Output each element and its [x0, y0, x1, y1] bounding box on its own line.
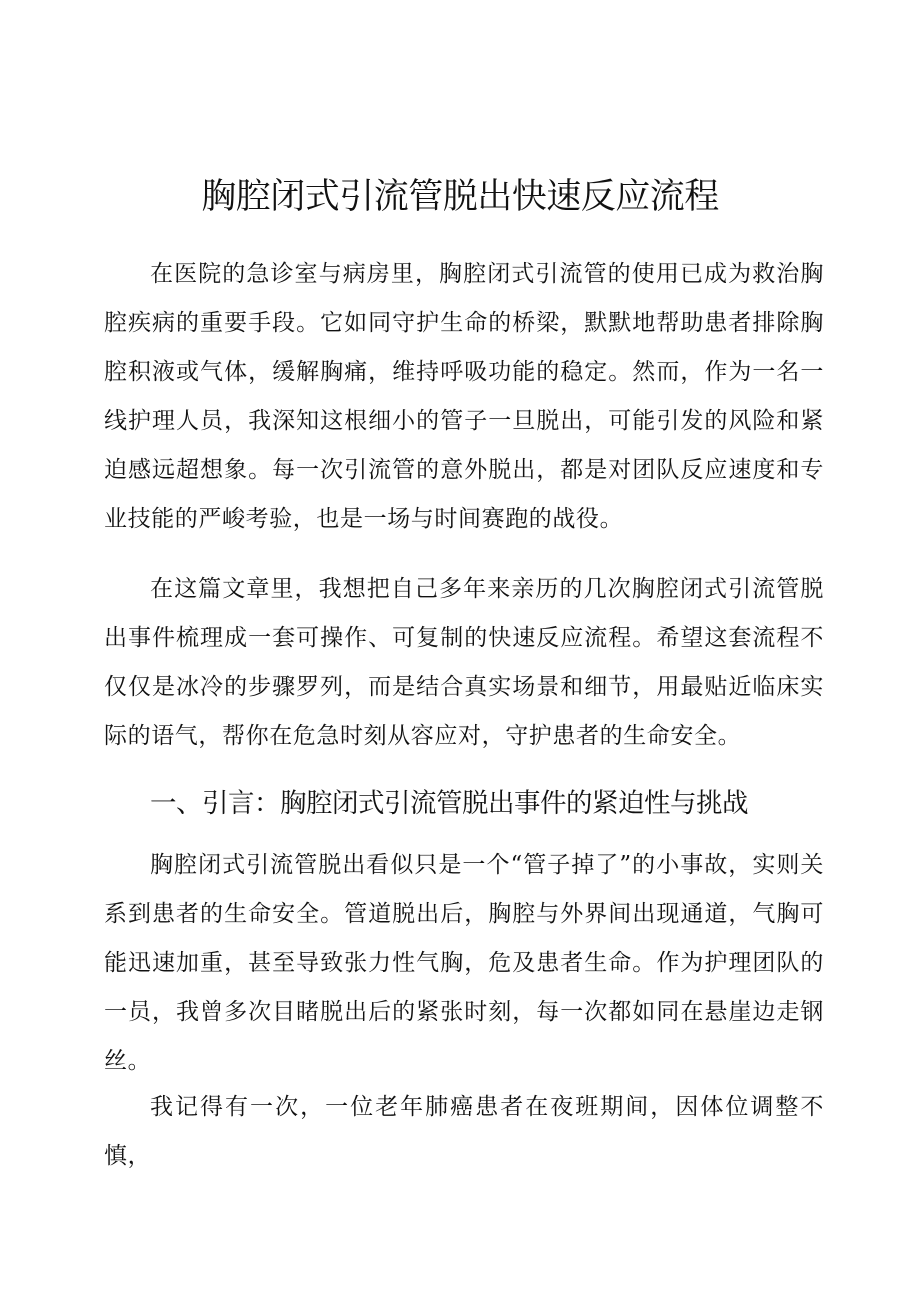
document-title: 胸腔闭式引流管脱出快速反应流程 — [201, 177, 719, 217]
section-heading: 一、引言：胸腔闭式引流管脱出事件的紧迫性与挑战 — [150, 788, 748, 819]
intro-paragraph-1: 在医院的急诊室与病房里，胸腔闭式引流管的使用已成为救治胸腔疾病的重要手段。它如同守护生命的桥梁，默默地帮助患者排除胸腔积液或气体，缓解胸痛，维持呼吸功能的稳定。然而，作为一名一线护理人员，我深知这根细小的管子一旦脱出，可能引发的风险和紧迫感远超想象。每一次引流管的意外脱出，都是对团队反应速度和专业技能的严峻考验，也是一场与时间赛跑的战役。 — [104, 261, 824, 532]
intro-paragraph-2: 在这篇文章里，我想把自己多年来亲历的几次胸腔闭式引流管脱出事件梳理成一套可操作、可复制的快速反应流程。希望这套流程不仅仅是冰冷的步骤罗列，而是结合真实场景和细节，用最贴近临床实际的语气，帮你在危急时刻从容应对，守护患者的生命安全。 — [104, 576, 824, 749]
section-paragraph-2: 我记得有一次，一位老年肺癌患者在夜班期间，因体位调整不慎， — [104, 1094, 824, 1169]
section-paragraph-1: 胸腔闭式引流管脱出看似只是一个“管子掉了”的小事故，实则关系到患者的生命安全。管道脱出后，胸腔与外界间出现通道，气胸可能迅速加重，甚至导致张力性气胸，危及患者生命。作为护理团队的一员，我曾多次目睹脱出后的紧张时刻，每一次都如同在悬崖边走钢丝。 — [104, 852, 824, 1074]
